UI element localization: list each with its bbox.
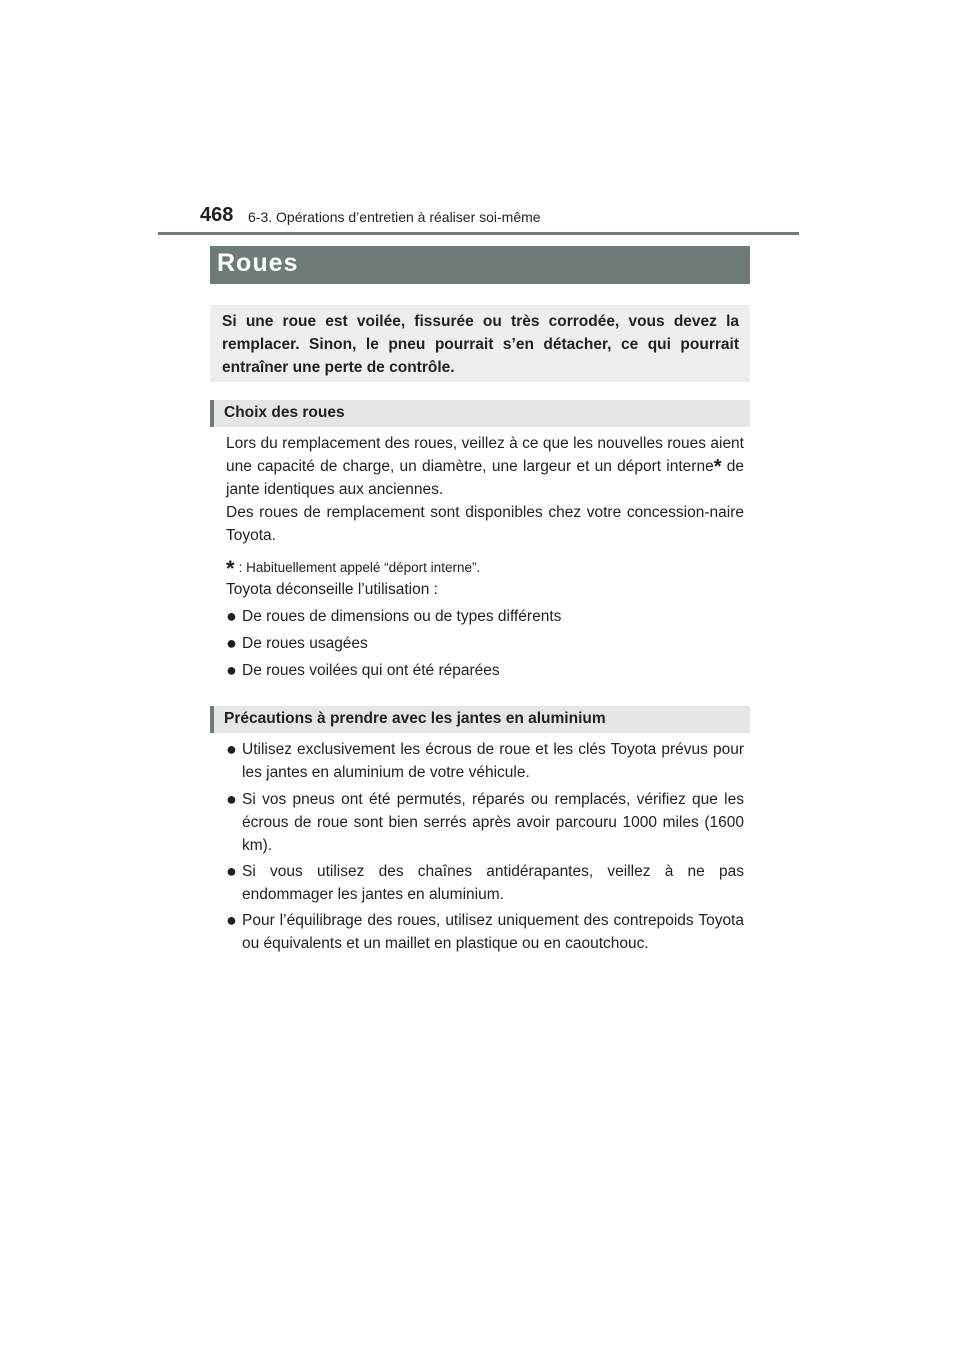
- section-path: 6-3. Opérations d’entretien à réaliser soi-même: [248, 209, 541, 225]
- list-item-text: Si vous utilisez des chaînes antidérapantes, veillez à ne pas endommager les jantes en aluminium.: [242, 863, 744, 903]
- bullet-icon: ●: [226, 633, 237, 653]
- subheading-text: Choix des roues: [224, 404, 345, 421]
- bullet-icon: ●: [226, 861, 237, 881]
- list-item-text: De roues voilées qui ont été réparées: [242, 662, 500, 679]
- list-item-text: Si vos pneus ont été permutés, réparés ou remplacés, vérifiez que les écrous de roue sont bien serrés après avoir parcouru 1000 miles (1600 km).: [242, 791, 744, 854]
- list-item-text: Utilisez exclusivement les écrous de roue et les clés Toyota prévus pour les jantes en aluminium de votre véhicule.: [242, 741, 744, 781]
- subheading-choix-des-roues: [210, 400, 750, 427]
- paragraph-remplacement: [226, 432, 744, 501]
- title-bar: [210, 246, 750, 284]
- list-item-text: De roues usagées: [242, 635, 368, 652]
- paragraph-concession: Des roues de remplacement sont disponibles chez votre concession-naire Toyota.: [226, 504, 744, 544]
- bullet-icon: ●: [226, 739, 237, 759]
- paragraph-text: Lors du remplacement des roues, veillez à ce que les nouvelles roues aient une capacité de charge, un diamètre, une largeur et un déport interne: [226, 435, 744, 475]
- page-title: Roues: [217, 249, 299, 277]
- subheading-jantes-aluminium: [210, 706, 750, 733]
- subheading-bar: [210, 400, 214, 427]
- page-number: 468: [200, 204, 234, 226]
- list-item-text: Pour l’équilibrage des roues, utilisez uniquement des contrepoids Toyota ou équivalents et un maillet en plastique ou en caoutchouc.: [242, 912, 744, 952]
- subheading-text: Précautions à prendre avec les jantes en aluminium: [224, 710, 606, 727]
- list-item-text: De roues de dimensions ou de types différents: [242, 608, 562, 625]
- bullet-icon: ●: [226, 660, 237, 680]
- footnote: [226, 552, 481, 581]
- asterisk-mark: *: [713, 456, 722, 478]
- bullet-icon: ●: [226, 910, 237, 930]
- footnote-mark: *: [226, 556, 235, 581]
- footnote-text: : Habituellement appelé “déport interne”.: [238, 560, 481, 575]
- subheading-bar: [210, 706, 214, 733]
- lead-text: Toyota déconseille l’utilisation :: [226, 581, 438, 598]
- intro-text: Si une roue est voilée, fissurée ou très corrodée, vous devez la remplacer. Sinon, le pneu pourrait s’en détacher, ce qui pourrait entraîner une perte de contrôle.: [222, 313, 739, 376]
- bullet-icon: ●: [226, 606, 237, 626]
- intro-box: [210, 305, 750, 382]
- header-rule: [158, 232, 799, 235]
- bullet-icon: ●: [226, 789, 237, 809]
- paragraph-text-end: de jante identiques aux anciennes.: [226, 458, 744, 498]
- page-header: [200, 204, 800, 234]
